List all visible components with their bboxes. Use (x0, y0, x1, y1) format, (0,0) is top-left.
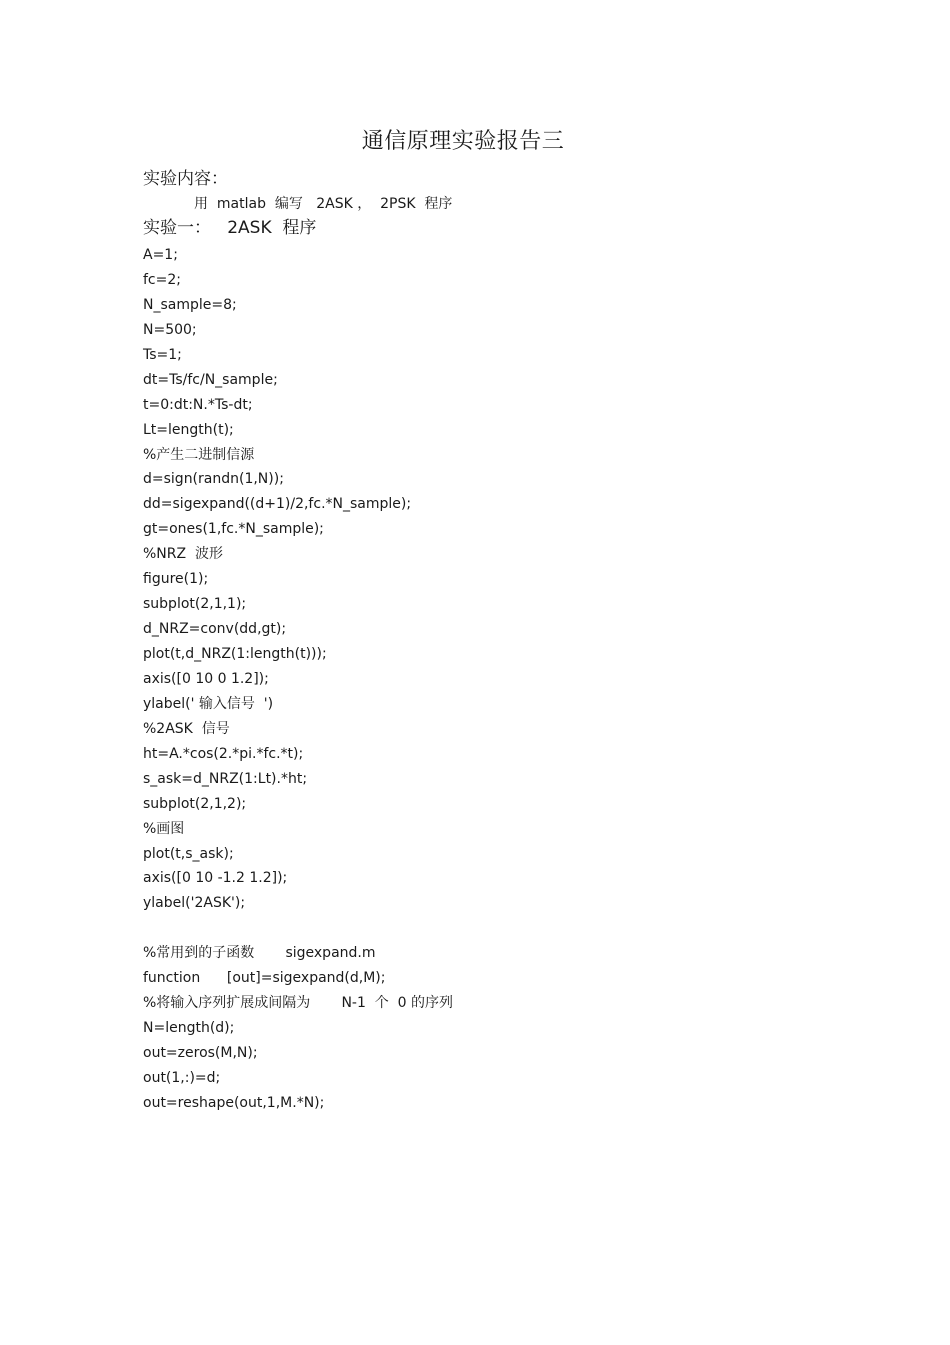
code-line: N=length(d); (143, 1020, 235, 1037)
code-line: %产生二进制信源 (143, 446, 255, 463)
code-line: gt=ones(1,fc.*N_sample); (143, 521, 324, 538)
code-listing (143, 243, 453, 1116)
code-line: d_NRZ=conv(dd,gt); (143, 621, 287, 638)
code-line: N_sample=8; (143, 296, 237, 313)
code-line: s_ask=d_NRZ(1:Lt).*ht; (143, 770, 308, 787)
code-line: Lt=length(t); (143, 421, 234, 438)
code-line (143, 916, 453, 941)
section-heading-contents: 实验内容： (143, 169, 228, 189)
code-line: N=500; (143, 321, 197, 338)
code-line: out=zeros(M,N); (143, 1045, 258, 1061)
code-line: A=1; (143, 247, 178, 263)
code-line: dt=Ts/fc/N_sample; (143, 371, 278, 388)
code-line: subplot(2,1,1); (143, 596, 247, 613)
code-line: out(1,:)=d; (143, 1069, 221, 1086)
contents-description: 用 matlab 编写 2ASK ， 2PSK 程序 (194, 196, 453, 212)
document-title: 通信原理实验报告三 (361, 129, 565, 154)
code-line: dd=sigexpand((d+1)/2,fc.*N_sample); (143, 496, 412, 513)
code-line: %将输入序列扩展成间隔为 N-1 个 0 的序列 (143, 995, 454, 1012)
code-line: %画图 (143, 820, 185, 837)
code-line: ylabel('2ASK'); (143, 895, 246, 912)
code-line: axis([0 10 -1.2 1.2]); (143, 870, 288, 887)
code-line: figure(1); (143, 571, 209, 588)
code-line: axis([0 10 0 1.2]); (143, 670, 269, 687)
code-line: plot(t,d_NRZ(1:length(t))); (143, 646, 327, 662)
code-line: fc=2; (143, 271, 181, 288)
code-line: plot(t,s_ask); (143, 845, 234, 862)
code-line: out=reshape(out,1,M.*N); (143, 1094, 325, 1111)
code-line: function [out]=sigexpand(d,M); (143, 970, 386, 987)
code-line: d=sign(randn(1,N)); (143, 471, 284, 488)
code-line: ht=A.*cos(2.*pi.*fc.*t); (143, 745, 304, 762)
code-line: %2ASK 信号 (143, 720, 230, 737)
code-line: %常用到的子函数 sigexpand.m (143, 945, 376, 962)
section-heading-experiment-1: 实验一： 2ASK 程序 (143, 218, 317, 238)
code-line: ylabel(' 输入信号 ') (143, 695, 274, 712)
code-line: t=0:dt:N.*Ts-dt; (143, 396, 253, 413)
code-line: Ts=1; (143, 346, 182, 363)
code-line: %NRZ 波形 (143, 546, 223, 563)
code-line: subplot(2,1,2); (143, 795, 247, 812)
